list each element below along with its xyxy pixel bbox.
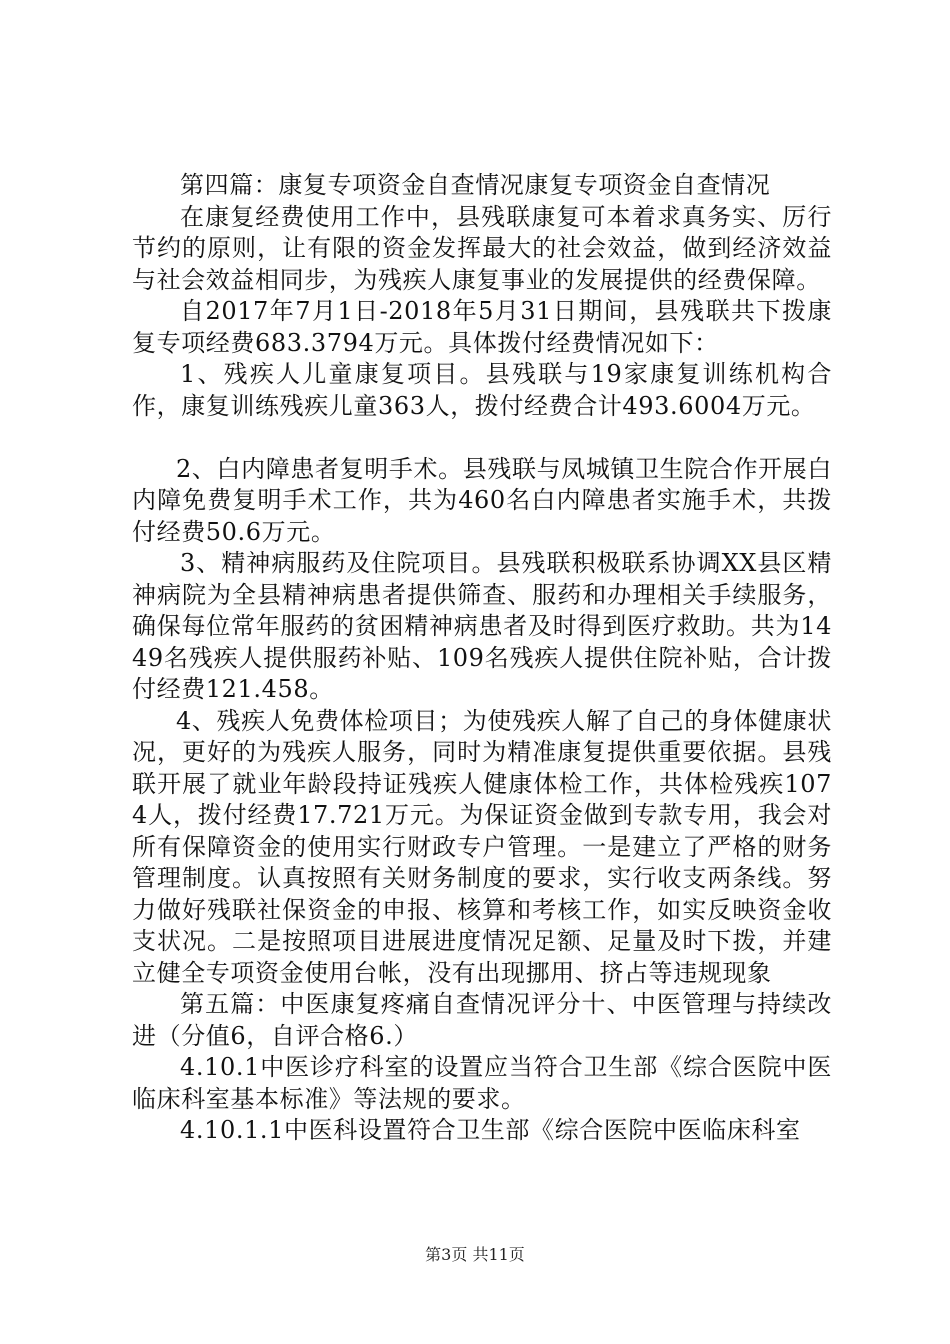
paragraph-period: 自2017年7月1日-2018年5月31日期间，县残联共下拨康复专项经费683.3794万元。具体拨付经费情况如下： <box>132 297 832 357</box>
section-heading-5: 第五篇：中医康复疼痛自查情况评分十、中医管理与持续改进（分值6，自评合格6.） <box>132 990 832 1050</box>
paragraph-item-4: 4、残疾人免费体检项目；为使残疾人解了自己的身体健康状况，更好的为残疾人服务，同时为精准康复提供重要依据。县残联开展了就业年龄段持证残疾人健康体检工作，共体检残疾1074人，拨付经费17.721万元。为保证资金做到专款专用，我会对所有保障资金的使用实行财政专户管理。一是建立了严格的财务管理制度。认真按照有关财务制度的要求，实行收支两条线。努力做好残联社保资金的申报、核算和考核工作，如实反映资金收支状况。二是按照项目进展进度情况足额、足量及时下拨，并建立健全专项资金使用台帐，没有出现挪用、挤占等违规现象 <box>132 706 832 987</box>
paragraph-item-2: 2、白内障患者复明手术。县残联与凤城镇卫生院合作开展白内障免费复明手术工作，共为460名白内障患者实施手术，共拨付经费50.6万元。 <box>132 454 832 546</box>
paragraph-4-10-1: 4.10.1中医诊疗科室的设置应当符合卫生部《综合医院中医临床科室基本标准》等法规的要求。 <box>132 1053 832 1113</box>
paragraph-intro: 在康复经费使用工作中，县残联康复可本着求真务实、厉行节约的原则，让有限的资金发挥最大的社会效益，做到经济效益与社会效益相同步，为残疾人康复事业的发展提供的经费保障。 <box>132 202 832 294</box>
page-number-footer: 第3页 共11页 <box>425 1245 525 1264</box>
paragraph-item-3: 3、精神病服药及住院项目。县残联积极联系协调XX县区精神病院为全县精神病患者提供筛查、服药和办理相关手续服务，确保每位常年服药的贫困精神病患者及时得到医疗救助。共为1449名残疾人提供服药补贴、109名残疾人提供住院补贴，合计拨付经费121.458。 <box>132 549 832 703</box>
paragraph-item-1: 1、残疾人儿童康复项目。县残联与19家康复训练机构合作，康复训练残疾儿童363人，拨付经费合计493.6004万元。 <box>132 360 832 420</box>
paragraph-4-10-1-1: 4.10.1.1中医科设置符合卫生部《综合医院中医临床科室 <box>180 1116 801 1144</box>
document-body <box>132 170 832 1147</box>
section-heading-4: 第四篇：康复专项资金自查情况康复专项资金自查情况 <box>180 171 771 199</box>
